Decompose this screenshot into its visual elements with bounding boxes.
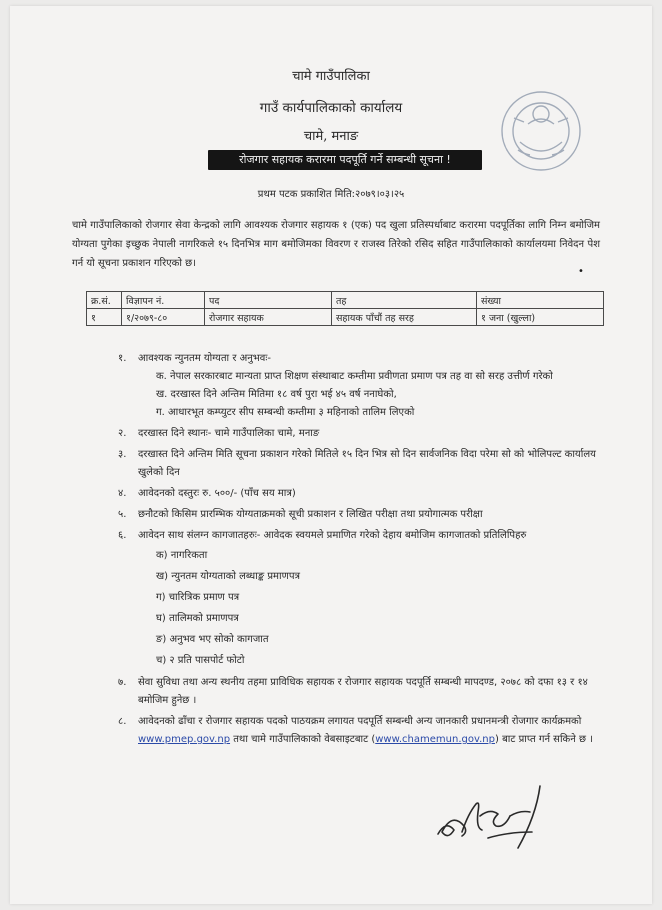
col-header-post: पद xyxy=(205,292,332,309)
item-title: आवश्यक न्युनतम योग्यता र अनुभवः- xyxy=(138,353,271,364)
item-text xyxy=(138,713,598,749)
sub-item: च) २ प्रति पासपोर्ट फोटो xyxy=(156,655,245,666)
sub-item: ख) न्युनतम योग्यताको लब्धाङ्क प्रमाणपत्र xyxy=(156,571,301,582)
list-item xyxy=(118,350,598,422)
item-number: ५. xyxy=(118,509,127,520)
item-text-part1: आवेदनको ढाँचा र रोजगार सहायक पदको पाठयक्रम लगायत पदपूर्ति सम्बन्धी अन्य जानकारी प्रधानमन्त्री रोजगार कार्यक्रमको xyxy=(138,716,582,727)
intro-paragraph: चामे गाउँपालिकाको रोजगार सेवा केन्द्रको लागि आवश्यक रोजगार सहायक १ (एक) पद खुला प्रतिस्पर्धाबाट करारमा पदपूर्तिका लागि निम्न बमोजिम योग्यता पुगेका इच्छुक नेपाली नागरिकले १५ दिनभित्र माग बमोजिमका विवरण र राजस्व तिरेको रसिद सहित गाउँपालिकाको कार्यालयमा निवेदन पेश गर्न यो सूचना प्रकाशन गरिएको छ। xyxy=(72,220,600,269)
col-header-ad-no: विज्ञापन नं. xyxy=(122,292,205,309)
signature-icon xyxy=(428,776,578,856)
item-text-part2: तथा चामे गाउँपालिकाको वेबसाइटबाट ( xyxy=(233,734,376,745)
item-text: दरखास्त दिने अन्तिम मिति सूचना प्रकाशन गरेको मितिले १५ दिन भित्र सो दिन सार्वजनिक विदा परेमा सो को भोलिपल्ट कार्यालय खुलेको दिन xyxy=(138,449,596,478)
pmep-link[interactable]: www.pmep.gov.np xyxy=(138,734,231,745)
cell-ad-no: १/२०७९-८० xyxy=(122,309,205,326)
municipality-name: चामे गाउँपालिका xyxy=(292,69,370,84)
cell-sn: १ xyxy=(87,309,122,326)
item-text: सेवा सुविधा तथा अन्य स्थनीय तहमा प्राविधिक सहायक र रोजगार सहायक पदपूर्ति सम्बन्धी मापदण्ड, २०७८ को दफा १३ र १४ बमोजिम हुनेछ । xyxy=(138,677,588,706)
sub-item: घ) तालिमको प्रमाणपत्र xyxy=(156,613,239,624)
dot-mark: • xyxy=(578,266,584,277)
list-item xyxy=(118,674,598,710)
vacancy-table xyxy=(86,291,604,326)
office-location: चामे, मनाङ xyxy=(303,129,359,144)
item-number: ६. xyxy=(118,530,127,541)
sub-item: ग. आधारभूत कम्प्युटर सीप सम्बन्धी कम्तीमा ३ महिनाको तालिम लिएको xyxy=(156,407,415,418)
item-text: आवेदनको दस्तुरः रु. ५००/- (पाँच सय मात्र) xyxy=(138,488,296,499)
item-text: छनौटको किसिम प्रारम्भिक योग्यताक्रमको सूची प्रकाशन र लिखित परीक्षा तथा प्रयोगात्मक परीक्षा xyxy=(138,509,483,520)
sub-item: ङ) अनुभव भए सोको कागजात xyxy=(156,634,269,645)
table-row xyxy=(87,309,604,326)
list-item xyxy=(118,425,598,443)
item-number: ४. xyxy=(118,488,127,499)
cell-post: रोजगार सहायक xyxy=(205,309,332,326)
sub-item: ख. दरखास्त दिने अन्तिम मितिमा १८ वर्ष पुरा भई ४५ वर्ष ननाघेको, xyxy=(156,389,397,400)
list-item xyxy=(118,506,598,524)
item-number: ७. xyxy=(118,677,127,688)
col-header-count: संख्या xyxy=(477,292,604,309)
item-text-part3: ) बाट प्राप्त गर्न सकिने छ । xyxy=(494,734,593,745)
item-number: ८. xyxy=(118,716,127,727)
requirements-list xyxy=(118,350,598,752)
item-number: २. xyxy=(118,428,127,439)
col-header-level: तह xyxy=(332,292,477,309)
list-item xyxy=(118,713,598,749)
col-header-sn: क्र.सं. xyxy=(87,292,122,309)
table-header-row xyxy=(87,292,604,309)
cell-level: सहायक पाँचौं तह सरह xyxy=(332,309,477,326)
office-name: गाउँ कार्यपालिकाको कार्यालय xyxy=(259,100,403,116)
list-item xyxy=(118,446,598,482)
notice-title-banner: रोजगार सहायक करारमा पदपूर्ति गर्ने सम्बन्धी सूचना ! xyxy=(208,150,482,170)
chamemun-link[interactable]: www.chamemun.gov.np xyxy=(375,734,495,745)
list-item xyxy=(118,527,598,671)
sub-item: क. नेपाल सरकारबाट मान्यता प्राप्त शिक्षण संस्थाबाट कम्तीमा प्रवीणता प्रमाण पत्र तह वा सो सरह उत्तीर्ण गरेको xyxy=(156,371,553,382)
item-title: आवेदन साथ संलग्न कागजातहरुः- आवेदक स्वयमले प्रमाणित गरेको देहाय बमोजिम कागजातको प्रतिलिपिहरु xyxy=(138,530,527,541)
item-number: ३. xyxy=(118,449,127,460)
cell-count: १ जना (खुल्ला) xyxy=(477,309,604,326)
item-text: दरखास्त दिने स्थानः- चामे गाउँपालिका चामे, मनाङ xyxy=(138,428,320,439)
sub-item: क) नागरिकता xyxy=(156,550,208,561)
item-number: १. xyxy=(118,353,127,364)
published-date: प्रथम पटक प्रकाशित मिति:२०७९।०३।२५ xyxy=(257,189,405,200)
sub-item: ग) चारित्रिक प्रमाण पत्र xyxy=(156,592,240,603)
list-item xyxy=(118,485,598,503)
